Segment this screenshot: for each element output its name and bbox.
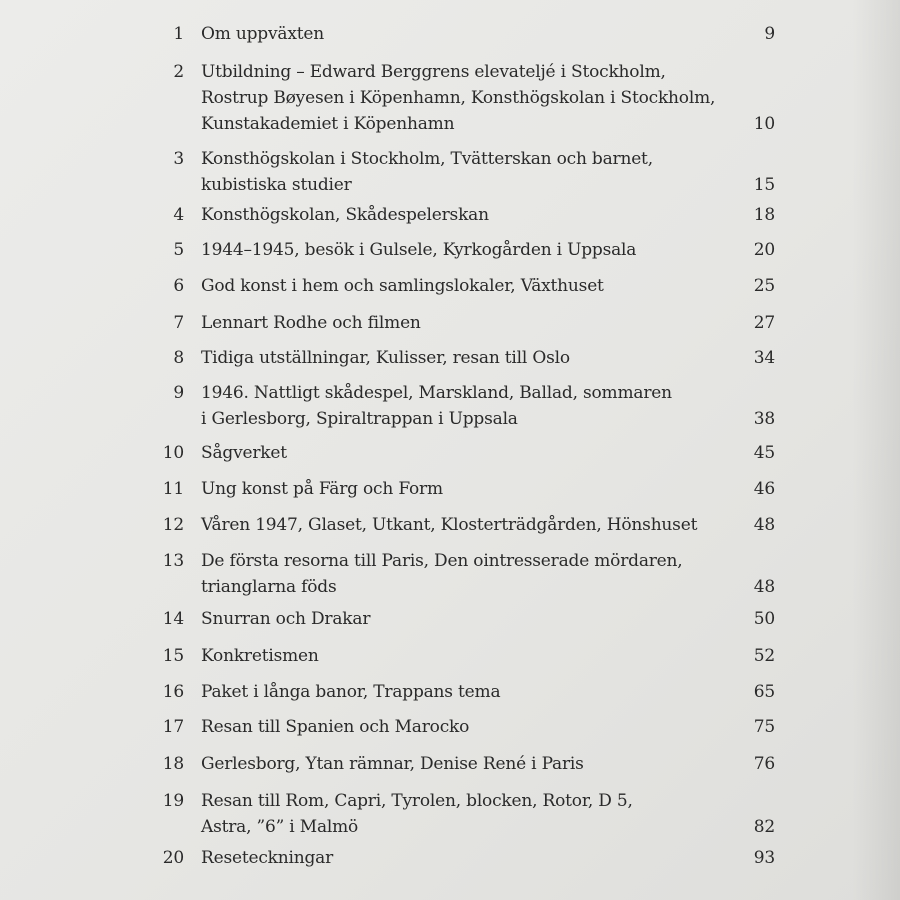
page-number: 45 <box>753 443 775 463</box>
chapter-number: 5 <box>173 240 184 260</box>
chapter-title-line: Sågverket <box>201 443 287 463</box>
chapter-title-line: Utbildning – Edward Berggrens elevateljé i Stockholm, <box>201 62 666 82</box>
chapter-number: 4 <box>173 205 184 225</box>
chapter-number: 9 <box>173 383 184 403</box>
chapter-number: 10 <box>162 443 184 463</box>
chapter-title-line: Astra, ”6” i Malmö <box>201 817 359 837</box>
page-number: 48 <box>753 515 775 535</box>
chapter-title-line: Om uppväxten <box>201 24 324 44</box>
chapter-number: 19 <box>162 791 184 811</box>
chapter-title-line: Gerlesborg, Ytan rämnar, Denise René i Paris <box>201 754 584 774</box>
chapter-title-line: Snurran och Drakar <box>201 609 371 629</box>
chapter-number: 15 <box>162 646 184 666</box>
chapter-title-line: 1946. Nattligt skådespel, Marskland, Ballad, sommaren <box>201 383 672 403</box>
chapter-title-line: i Gerlesborg, Spiraltrappan i Uppsala <box>201 409 518 429</box>
page-number: 50 <box>753 609 775 629</box>
chapter-number: 3 <box>173 149 184 169</box>
chapter-title-line: Våren 1947, Glaset, Utkant, Klosterträdgården, Hönshuset <box>201 515 698 535</box>
chapter-number: 13 <box>162 551 184 571</box>
chapter-title-line: Konsthögskolan, Skådespelerskan <box>201 205 489 225</box>
page-number: 18 <box>753 205 775 225</box>
page-number: 38 <box>753 409 775 429</box>
chapter-number: 2 <box>173 62 184 82</box>
page-number: 48 <box>753 577 775 597</box>
page-number: 52 <box>753 646 775 666</box>
chapter-title-line: Paket i långa banor, Trappans tema <box>201 682 501 702</box>
chapter-number: 16 <box>162 682 184 702</box>
chapter-title-line: Reseteckningar <box>201 848 334 868</box>
page-number: 10 <box>753 114 775 134</box>
chapter-number: 17 <box>162 717 184 737</box>
page-number: 27 <box>753 313 775 333</box>
chapter-title-line: God konst i hem och samlingslokaler, Växthuset <box>201 276 604 296</box>
page-number: 93 <box>753 848 775 868</box>
page-number: 34 <box>753 348 775 368</box>
chapter-title-line: Konsthögskolan i Stockholm, Tvätterskan och barnet, <box>201 149 653 169</box>
chapter-title-line: Konkretismen <box>201 646 319 666</box>
page-number: 15 <box>753 175 775 195</box>
chapter-number: 6 <box>173 276 184 296</box>
chapter-number: 20 <box>162 848 184 868</box>
chapter-number: 12 <box>162 515 184 535</box>
chapter-title-line: De första resorna till Paris, Den ointresserade mördaren, <box>201 551 683 571</box>
page-number: 65 <box>753 682 775 702</box>
chapter-title-line: trianglarna föds <box>201 577 337 597</box>
chapter-title-line: Lennart Rodhe och filmen <box>201 313 421 333</box>
chapter-title-line: Tidiga utställningar, Kulisser, resan till Oslo <box>201 348 570 368</box>
page-number: 76 <box>753 754 775 774</box>
page-number: 25 <box>753 276 775 296</box>
chapter-number: 7 <box>173 313 184 333</box>
chapter-title-line: Resan till Rom, Capri, Tyrolen, blocken, Rotor, D 5, <box>201 791 633 811</box>
chapter-title-line: Rostrup Bøyesen i Köpenhamn, Konsthögskolan i Stockholm, <box>201 88 716 108</box>
chapter-number: 18 <box>162 754 184 774</box>
chapter-title-line: Ung konst på Färg och Form <box>201 479 443 499</box>
chapter-title-line: kubistiska studier <box>201 175 352 195</box>
chapter-title-line: Kunstakademiet i Köpenhamn <box>201 114 455 134</box>
chapter-number: 14 <box>162 609 184 629</box>
chapter-title-line: Resan till Spanien och Marocko <box>201 717 470 737</box>
chapter-number: 8 <box>173 348 184 368</box>
page-number: 75 <box>753 717 775 737</box>
chapter-number: 11 <box>162 479 184 499</box>
page-number: 9 <box>764 24 775 44</box>
page-number: 82 <box>753 817 775 837</box>
chapter-number: 1 <box>173 24 184 44</box>
chapter-title-line: 1944–1945, besök i Gulsele, Kyrkogården i Uppsala <box>201 240 637 260</box>
page-number: 46 <box>753 479 775 499</box>
page-number: 20 <box>753 240 775 260</box>
